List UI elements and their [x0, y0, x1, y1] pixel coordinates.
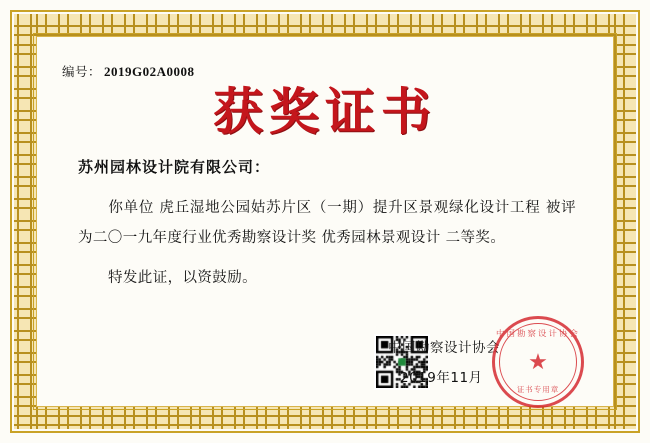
issue-date: 2019年11月: [400, 370, 483, 386]
star-icon: ★: [528, 349, 548, 374]
award-paragraph-1-text: 你单位 虎丘湿地公园姑苏片区（一期）提升区景观绿化设计工程 被评为二〇一九年度行业优秀勘察设计奖 优秀园林景观设计 二等奖。: [78, 200, 576, 246]
serial-number-value: 2019G02A0008: [104, 64, 195, 79]
certificate-body: [78, 156, 576, 293]
certificate-content: [44, 44, 606, 399]
award-paragraph-2-text: 特发此证，以资鼓励。: [108, 270, 257, 286]
seal-bottom-text: 证书专用章: [516, 385, 560, 394]
serial-number-label: 编号：: [62, 64, 102, 79]
recipient-name: 苏州园林设计院有限公司：: [78, 158, 271, 176]
issuer-name: 中国勘察设计协会: [388, 340, 500, 356]
award-paragraph-2: [78, 263, 576, 293]
seal-top-text: 中国勘察设计协会: [496, 329, 580, 338]
award-paragraph-1: [78, 193, 576, 253]
certificate-title: 获奖证书: [213, 83, 437, 141]
official-seal-stamp: [492, 316, 584, 408]
